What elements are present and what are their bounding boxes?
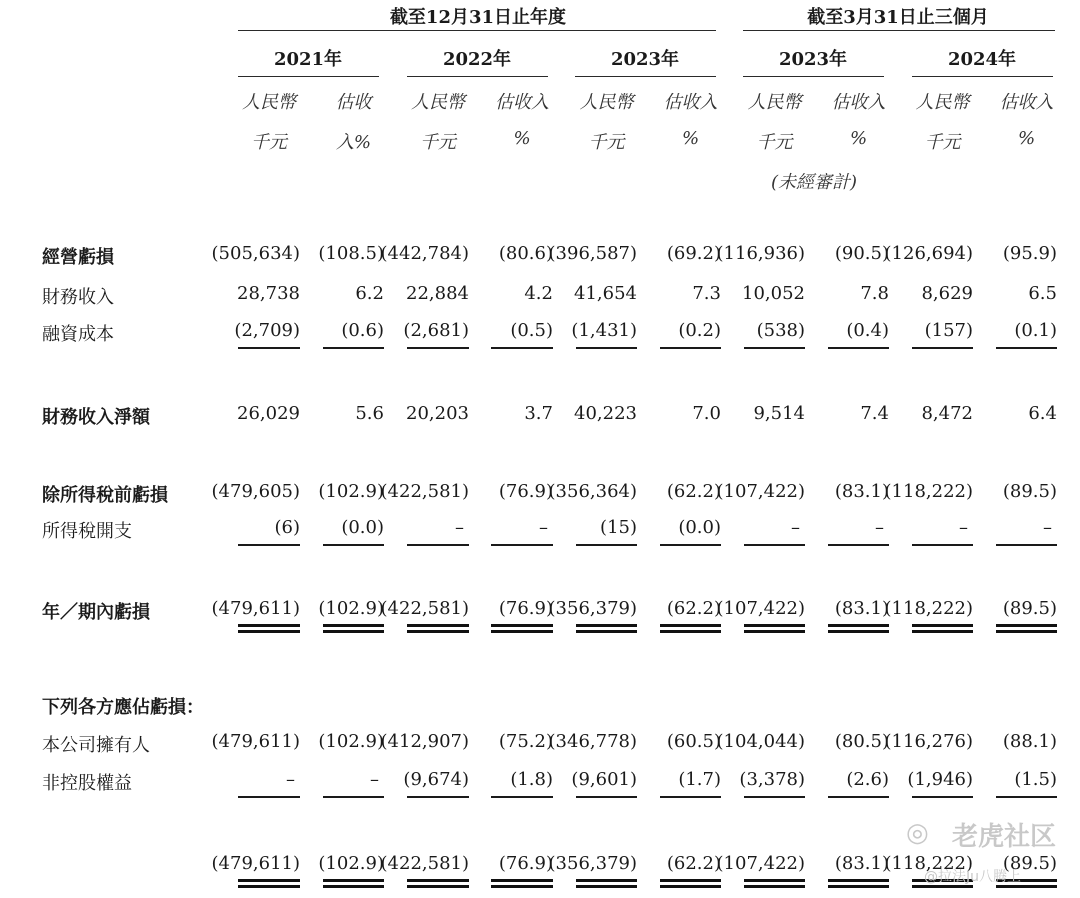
total-double-underline [238, 879, 300, 888]
year-header-rule [912, 76, 1053, 77]
value-rmb-cell: (396,587) [548, 243, 637, 264]
subtotal-underline [238, 544, 300, 546]
row-label: 年／期內虧損 [42, 602, 150, 623]
unit-header-line2: 入% [335, 132, 372, 153]
row-label: 非控股權益 [42, 773, 132, 794]
value-percent-cell: (0.1) [1014, 320, 1057, 341]
subtotal-underline [660, 796, 721, 798]
value-rmb-cell: (157) [924, 320, 973, 341]
unit-header-line1: 人民幣 [747, 92, 802, 113]
value-percent-cell: – [539, 517, 548, 538]
subtotal-underline [912, 544, 973, 546]
value-rmb-cell: (9,674) [403, 769, 469, 790]
year-header: 2022年 [442, 49, 512, 70]
value-rmb-cell: 28,738 [237, 283, 300, 304]
unit-header-line1: 估收入 [495, 92, 549, 113]
subtotal-underline [491, 544, 553, 546]
unit-header-line1: 人民幣 [242, 92, 296, 113]
subtotal-underline [744, 796, 805, 798]
value-percent-cell: (0.4) [846, 320, 889, 341]
total-double-underline [576, 624, 637, 633]
subtotal-underline [323, 544, 384, 546]
value-rmb-cell: (107,422) [716, 853, 805, 874]
year-header: 2023年 [610, 49, 680, 70]
fiscal-year-group-header: 截至12月31日止年度 [389, 7, 567, 28]
value-rmb-cell: (422,581) [380, 853, 469, 874]
value-rmb-cell: (118,222) [884, 853, 973, 874]
total-double-underline [323, 624, 384, 633]
row-label: 下列各方應佔虧損： [42, 697, 204, 718]
value-percent-cell: 6.4 [1028, 403, 1057, 424]
total-double-underline [491, 624, 553, 633]
value-rmb-cell: – [455, 517, 464, 538]
subtotal-underline [996, 544, 1057, 546]
value-rmb-cell: – [791, 517, 800, 538]
value-percent-cell: (0.2) [678, 320, 721, 341]
row-label: 除所得稅前虧損 [42, 485, 168, 506]
subtotal-underline [323, 347, 384, 349]
value-percent-cell: (1.7) [678, 769, 721, 790]
value-rmb-cell: 20,203 [406, 403, 469, 424]
year-header-rule [238, 76, 379, 77]
value-percent-cell: 5.6 [355, 403, 384, 424]
value-rmb-cell: 26,029 [237, 403, 300, 424]
year-header-rule [575, 76, 716, 77]
total-double-underline [744, 879, 805, 888]
value-rmb-cell: (118,222) [884, 598, 973, 619]
value-percent-cell: – [1043, 517, 1052, 538]
subtotal-underline [912, 347, 973, 349]
value-percent-cell: (76.9) [498, 853, 553, 874]
value-rmb-cell: 40,223 [574, 403, 637, 424]
value-rmb-cell: (2,709) [234, 320, 300, 341]
value-percent-cell: (1.5) [1014, 769, 1057, 790]
watermark-brand: 老虎社区 [952, 822, 1057, 852]
total-double-underline [660, 879, 721, 888]
value-percent-cell: 7.3 [692, 283, 721, 304]
value-rmb-cell: (126,694) [884, 243, 973, 264]
value-rmb-cell: (107,422) [716, 481, 805, 502]
unit-header-line1: 估收入 [831, 92, 886, 113]
quarter-group-rule [743, 30, 1055, 31]
row-label: 經營虧損 [42, 247, 114, 268]
year-header: 2021年 [273, 49, 343, 70]
subtotal-underline [491, 796, 553, 798]
unit-header-line2: % [513, 128, 531, 149]
value-percent-cell: 4.2 [524, 283, 553, 304]
subtotal-underline [323, 796, 384, 798]
value-rmb-cell: – [286, 769, 295, 790]
value-rmb-cell: 22,884 [406, 283, 469, 304]
value-percent-cell: 6.2 [355, 283, 384, 304]
total-double-underline [660, 624, 721, 633]
subtotal-underline [238, 796, 300, 798]
subtotal-underline [576, 544, 637, 546]
unit-header-line1: 估收入 [999, 92, 1054, 113]
value-percent-cell: (102.9) [318, 481, 384, 502]
value-rmb-cell: 10,052 [742, 283, 805, 304]
value-rmb-cell: (116,276) [884, 731, 973, 752]
value-percent-cell: (0.5) [510, 320, 553, 341]
value-rmb-cell: (9,601) [571, 769, 637, 790]
unaudited-note: (未經審計) [770, 172, 858, 193]
value-percent-cell: (102.9) [318, 598, 384, 619]
total-double-underline [407, 624, 469, 633]
value-percent-cell: (76.9) [498, 598, 553, 619]
value-rmb-cell: (356,364) [548, 481, 637, 502]
watermark-user: @拉法Ju八腾上 [924, 869, 1022, 885]
total-double-underline [828, 624, 889, 633]
value-rmb-cell: – [959, 517, 968, 538]
unit-header-line2: 千元 [924, 132, 961, 153]
subtotal-underline [828, 796, 889, 798]
unit-header-line1: 人民幣 [411, 92, 465, 113]
unit-header-line2: 千元 [420, 132, 456, 153]
subtotal-underline [576, 796, 637, 798]
subtotal-underline [407, 347, 469, 349]
value-percent-cell: – [875, 517, 884, 538]
value-rmb-cell: (479,611) [211, 598, 300, 619]
value-percent-cell: (75.2) [498, 731, 553, 752]
unit-header-line2: 千元 [588, 132, 625, 153]
total-double-underline [744, 624, 805, 633]
row-label: 融資成本 [42, 324, 114, 345]
total-double-underline [238, 624, 300, 633]
value-percent-cell: (76.9) [498, 481, 553, 502]
subtotal-underline [660, 544, 721, 546]
value-rmb-cell: (2,681) [403, 320, 469, 341]
value-percent-cell: (80.5) [834, 731, 889, 752]
value-percent-cell: 6.5 [1028, 283, 1057, 304]
value-rmb-cell: (422,581) [380, 598, 469, 619]
value-rmb-cell: (442,784) [380, 243, 469, 264]
value-rmb-cell: (104,044) [716, 731, 805, 752]
unit-header-line1: 估收 [335, 92, 372, 113]
value-percent-cell: (89.5) [1002, 853, 1057, 874]
value-percent-cell: (62.2) [666, 598, 721, 619]
value-percent-cell: – [370, 769, 379, 790]
unit-header-line1: 人民幣 [915, 92, 970, 113]
value-percent-cell: (80.6) [498, 243, 553, 264]
watermark-logo-icon: ◎ [906, 818, 929, 848]
value-percent-cell: 3.7 [524, 403, 553, 424]
unit-header-line2: % [1017, 128, 1036, 149]
value-percent-cell: (60.5) [666, 731, 721, 752]
year-header-rule [743, 76, 884, 77]
unit-header-line1: 人民幣 [579, 92, 634, 113]
value-percent-cell: (0.6) [341, 320, 384, 341]
subtotal-underline [828, 347, 889, 349]
value-percent-cell: 7.0 [692, 403, 721, 424]
value-percent-cell: (83.1) [834, 853, 889, 874]
value-rmb-cell: (1,946) [907, 769, 973, 790]
value-rmb-cell: (422,581) [380, 481, 469, 502]
fiscal-year-group-rule [238, 30, 716, 31]
value-rmb-cell: 41,654 [574, 283, 637, 304]
total-double-underline [912, 624, 973, 633]
unit-header-line2: 千元 [251, 132, 287, 153]
value-rmb-cell: 8,629 [921, 283, 973, 304]
subtotal-underline [744, 347, 805, 349]
value-rmb-cell: (3,378) [739, 769, 805, 790]
total-double-underline [576, 879, 637, 888]
value-percent-cell: (90.5) [834, 243, 889, 264]
value-rmb-cell: (412,907) [380, 731, 469, 752]
value-percent-cell: (69.2) [666, 243, 721, 264]
value-percent-cell: (62.2) [666, 481, 721, 502]
value-rmb-cell: (479,605) [211, 481, 300, 502]
subtotal-underline [407, 796, 469, 798]
value-rmb-cell: (1,431) [571, 320, 637, 341]
unit-header-line1: 估收入 [663, 92, 718, 113]
row-label: 本公司擁有人 [42, 735, 150, 756]
value-percent-cell: (2.6) [846, 769, 889, 790]
value-rmb-cell: (538) [756, 320, 805, 341]
value-percent-cell: (1.8) [510, 769, 553, 790]
value-rmb-cell: 9,514 [753, 403, 805, 424]
value-percent-cell: (95.9) [1002, 243, 1057, 264]
value-rmb-cell: (505,634) [211, 243, 300, 264]
subtotal-underline [576, 347, 637, 349]
total-double-underline [323, 879, 384, 888]
subtotal-underline [407, 544, 469, 546]
unit-header-line2: % [849, 128, 868, 149]
value-rmb-cell: (15) [600, 517, 637, 538]
value-percent-cell: (0.0) [678, 517, 721, 538]
value-rmb-cell: (356,379) [548, 853, 637, 874]
value-percent-cell: 7.8 [860, 283, 889, 304]
subtotal-underline [238, 347, 300, 349]
quarter-group-header: 截至3月31日止三個月 [807, 7, 989, 28]
value-rmb-cell: (356,379) [548, 598, 637, 619]
total-double-underline [996, 624, 1057, 633]
value-rmb-cell: 8,472 [921, 403, 973, 424]
value-percent-cell: (102.9) [318, 853, 384, 874]
total-double-underline [407, 879, 469, 888]
value-percent-cell: (0.0) [341, 517, 384, 538]
value-rmb-cell: (116,936) [716, 243, 805, 264]
subtotal-underline [660, 347, 721, 349]
value-percent-cell: (102.9) [318, 731, 384, 752]
subtotal-underline [912, 796, 973, 798]
value-percent-cell: (89.5) [1002, 481, 1057, 502]
value-rmb-cell: (346,778) [548, 731, 637, 752]
row-label: 所得稅開支 [42, 521, 132, 542]
value-percent-cell: (83.1) [834, 481, 889, 502]
value-rmb-cell: (107,422) [716, 598, 805, 619]
value-percent-cell: 7.4 [860, 403, 889, 424]
value-rmb-cell: (479,611) [211, 853, 300, 874]
value-percent-cell: (108.5) [318, 243, 384, 264]
value-percent-cell: (83.1) [834, 598, 889, 619]
value-percent-cell: (62.2) [666, 853, 721, 874]
value-rmb-cell: (6) [274, 517, 300, 538]
subtotal-underline [828, 544, 889, 546]
unit-header-line2: 千元 [756, 132, 793, 153]
value-rmb-cell: (479,611) [211, 731, 300, 752]
total-double-underline [491, 879, 553, 888]
row-label: 財務收入 [42, 287, 114, 308]
year-header: 2023年 [778, 49, 848, 70]
value-rmb-cell: (118,222) [884, 481, 973, 502]
value-percent-cell: (89.5) [1002, 598, 1057, 619]
subtotal-underline [491, 347, 553, 349]
subtotal-underline [996, 347, 1057, 349]
year-header: 2024年 [947, 49, 1017, 70]
value-percent-cell: (88.1) [1002, 731, 1057, 752]
total-double-underline [828, 879, 889, 888]
year-header-rule [407, 76, 548, 77]
row-label: 財務收入淨額 [42, 407, 150, 428]
subtotal-underline [996, 796, 1057, 798]
subtotal-underline [744, 544, 805, 546]
unit-header-line2: % [681, 128, 700, 149]
